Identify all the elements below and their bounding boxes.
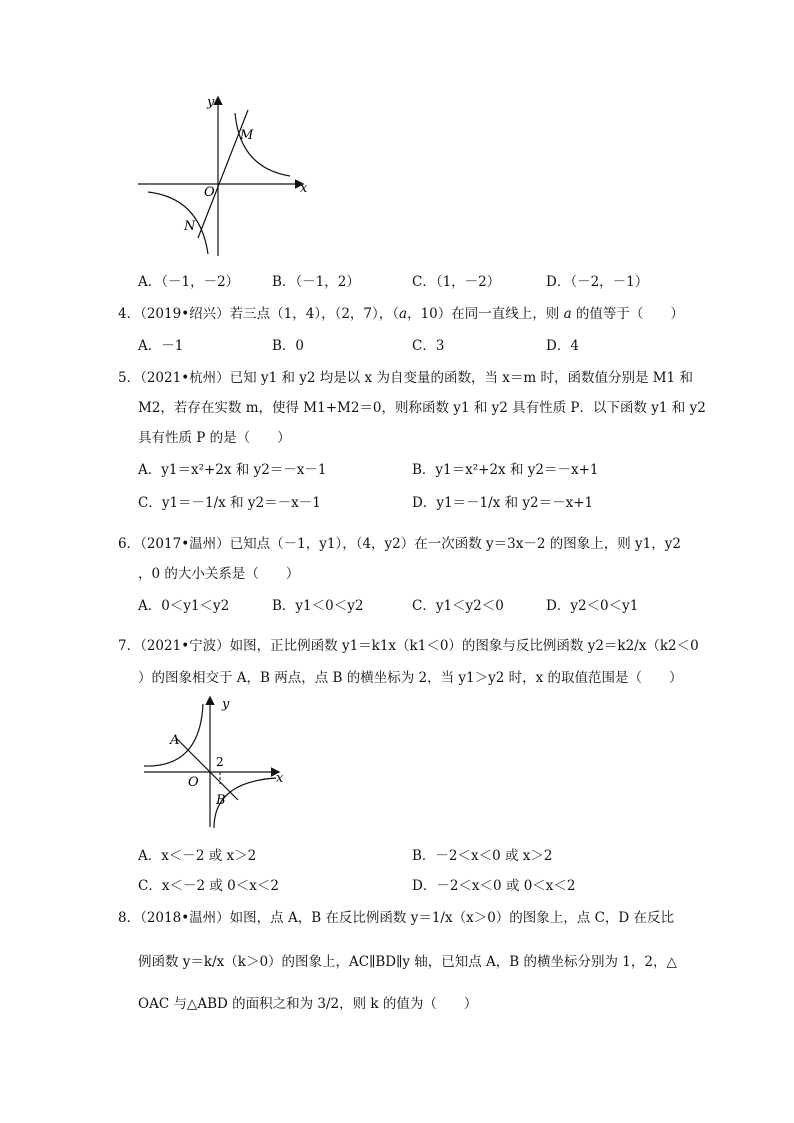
q6-option-a: A．0＜y1＜y2 — [138, 598, 230, 614]
label-origin: O — [204, 185, 215, 200]
q4-option-c: C．3 — [412, 338, 445, 354]
label-y: y — [207, 95, 215, 110]
q7-option-c: C．x＜－2 或 0＜x＜2 — [138, 878, 279, 894]
q7-option-b: B．－2＜x＜0 或 x＞2 — [412, 848, 553, 864]
q5-option-a: A．y1＝x²+2x 和 y2＝－x－1 — [138, 462, 327, 478]
hyperbola-branch-q3 — [148, 192, 208, 254]
q5-line2: M2，若存在实数 m，使得 M1+M2＝0，则称函数 y1 和 y2 具有性质 P．以下函数 y1 和 y2 — [138, 400, 706, 416]
q5-option-d: D．y1＝－1/x 和 y2＝－x+1 — [412, 495, 594, 511]
q5-line1: 5．（2021•杭州）已知 y1 和 y2 均是以 x 为自变量的函数，当 x＝m 时，函数值分别是 M1 和 — [118, 370, 693, 386]
label-x: x — [300, 181, 308, 196]
figure-q3-graph — [130, 88, 320, 263]
q5-line3: 具有性质 P 的是（ ） — [138, 430, 291, 446]
q3-option-b: B．（－1，2） — [272, 274, 360, 290]
q6-line1: 6．（2017•温州）已知点（－1，y1），（4，y2）在一次函数 y＝3x－2 的图象上，则 y1，y2 — [118, 536, 681, 552]
q7-option-d: D．－2＜x＜0 或 0＜x＜2 — [412, 878, 576, 894]
q7-option-a: A．x＜－2 或 x＞2 — [138, 848, 257, 864]
q8-line2: 例函数 y＝k/x（k＞0）的图象上，AC∥BD∥y 轴，已知点 A，B 的横坐标分别为 1，2，△ — [138, 954, 677, 970]
label-x: x — [276, 771, 284, 786]
q8-line3: OAC 与△ABD 的面积之和为 3/2，则 k 的值为（ ） — [138, 996, 478, 1012]
proportional-line — [176, 738, 238, 800]
q3-option-d: D．（－2，－1） — [546, 274, 649, 290]
q6-option-d: D．y2＜0＜y1 — [546, 598, 639, 614]
q5-option-b: B．y1＝x²+2x 和 y2＝－x+1 — [412, 462, 599, 478]
q6-option-c: C．y1＜y2＜0 — [412, 598, 504, 614]
q3-option-a: A．（－1，－2） — [138, 274, 240, 290]
label-2: 2 — [216, 755, 224, 769]
label-m: M — [240, 128, 254, 143]
label-origin: O — [188, 775, 199, 790]
figure-q7-graph — [140, 692, 290, 832]
q7-line1: 7．（2021•宁波）如图，正比例函数 y1＝k1x（k1＜0）的图象与反比例函数 y2＝k2/x（k2＜0 — [118, 638, 699, 654]
q4-stem: 4．（2019•绍兴）若三点（1，4），（2，7），（a，10）在同一直线上，则 a 的值等于（ ） — [118, 306, 684, 322]
q6-line2: ，0 的大小关系是（ ） — [138, 566, 300, 582]
label-b: B — [216, 793, 226, 808]
q4-option-b: B．0 — [272, 338, 305, 354]
label-y: y — [222, 697, 230, 712]
q3-option-c: C．（1，－2） — [412, 274, 501, 290]
label-n: N — [184, 219, 196, 234]
q6-option-b: B．y1＜0＜y2 — [272, 598, 364, 614]
q4-option-d: D．4 — [546, 338, 579, 354]
q7-line2: ）的图象相交于 A，B 两点，点 B 的横坐标为 2，当 y1＞y2 时，x 的取值范围是（ ） — [138, 670, 683, 686]
q5-option-c: C．y1＝－1/x 和 y2＝－x－1 — [138, 495, 321, 511]
q4-option-a: A．－1 — [138, 338, 184, 354]
q8-line1: 8．（2018•温州）如图，点 A，B 在反比例函数 y＝1/x（x＞0）的图象上，点 C，D 在反比 — [118, 910, 675, 926]
label-a: A — [170, 733, 180, 748]
